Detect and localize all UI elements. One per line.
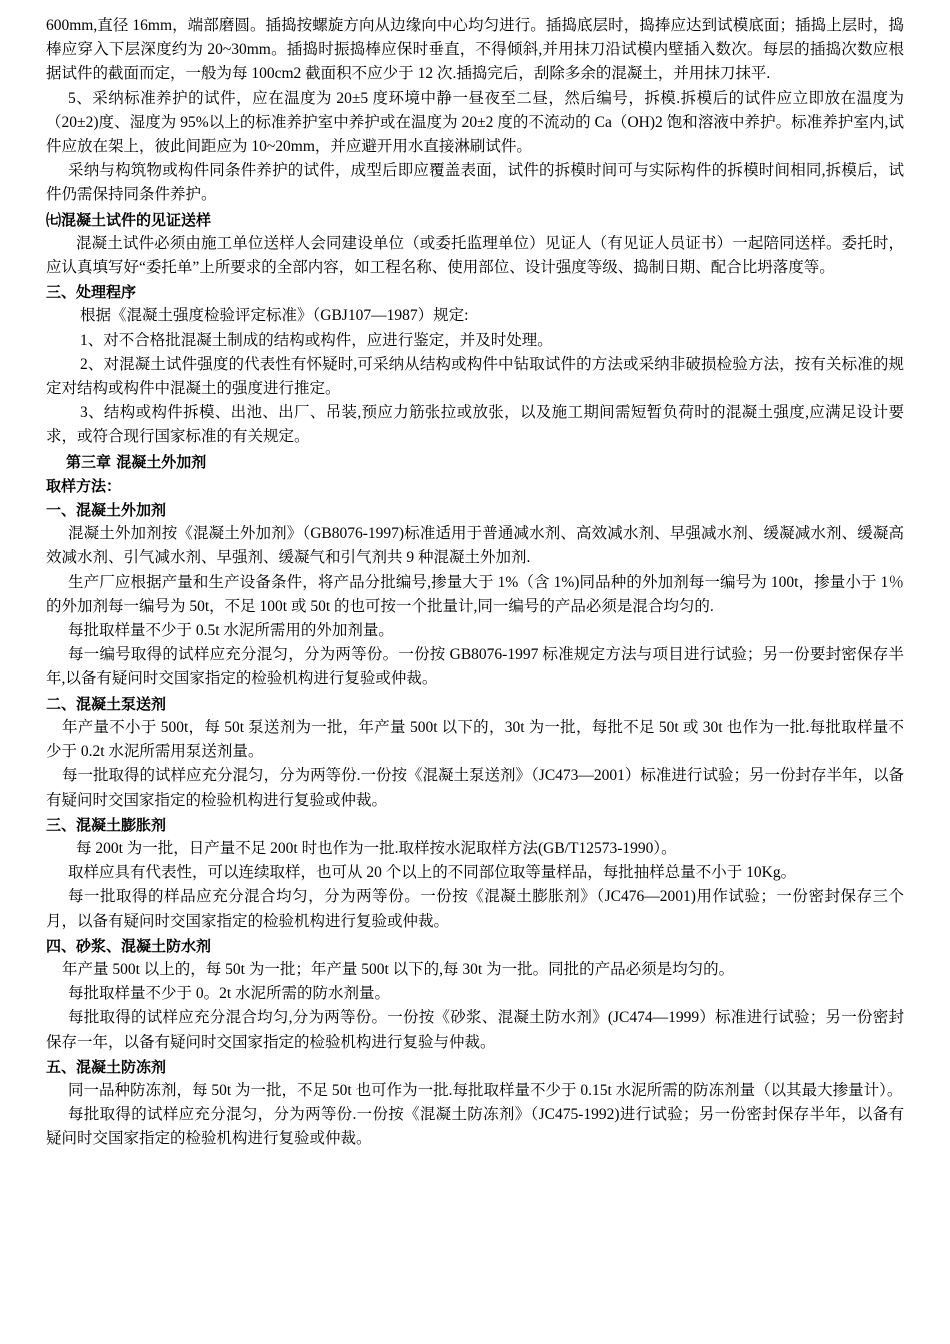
paragraph-standard-curing: 5、采纳标准养护的试件，应在温度为 20±5 度环境中静一昼夜至二昼，然后编号，拆模.拆模后的试件应立即放在温度为（20±2)度、湿度为 95%以上的标准养护室中养护或在温度为 20±2 度的不流动的 Ca（OH)2 饱和溶液中养护。标准养护室内,试件应放在架上，彼此间距应为 10~20mm，并应避开用水直接淋刷试件。 [46,89,904,156]
paragraph-procedure-3: 3、结构或构件拆模、出池、出厂、吊装,预应力筋张拉或放张，以及施工期间需短暂负荷时的混凝土强度,应满足设计要求，或符合现行国家标准的有关规定。 [46,404,904,446]
paragraph-procedure-2: 2、对混凝土试件强度的代表性有怀疑时,可采纳从结构或构件中钻取试件的方法或采纳非破损检验方法，按有关标准的规定对结构或构件中混凝土的强度进行推定。 [46,355,904,398]
paragraph-pumping-split: 每一批取得的试样应充分混匀，分为两等份.一份按《混凝土泵送剂》（JC473—2001）标准进行试验；另一份封存半年，以备有疑问时交国家指定的检验机构进行复验或仲裁。 [46,767,904,809]
paragraph-same-condition-curing: 采纳与构筑物或构件同条件养护的试件，成型后即应覆盖表面，试件的拆模时间可与实际构件的拆模时间相同,拆模后，试件仍需保持同条件养护。 [46,162,904,204]
heading-expansive-agent: 三、混凝土膨胀剂 [46,815,167,834]
paragraph-pumping-batching: 年产量不小于 500t，每 50t 泵送剂为一批，年产量 500t 以下的，30t 为一批，每批不足 50t 或 30t 也作为一批.每批取样量不少于 0.2t 水泥所需用泵送剂量。 [46,718,904,761]
paragraph-waterproofing-batching: 年产量 500t 以上的，每 50t 为一批；年产量 500t 以下的,每 30t 为一批。同批的产品必须是均匀的。 [62,960,735,978]
chapter-title: 第三章 混凝土外加剂 [66,452,207,471]
heading-sampling-method: 取样方法： [46,476,122,495]
paragraph-antifreeze-split: 每批取得的试样应充分混匀，分为两等份.一份按《混凝土防冻剂》（JC475-1992)进行试验；另一份密封保存半年，以备有疑问时交国家指定的检验机构进行复验或仲裁。 [46,1106,904,1148]
paragraph-expansive-sampling: 取样应具有代表性，可以连续取样，也可从 20 个以上的不同部位取等量样品，每批抽样总量不小于 10Kg。 [68,864,797,882]
heading-pumping-agent: 二、混凝土泵送剂 [46,694,167,713]
heading-admixture: 一、混凝土外加剂 [46,501,167,520]
paragraph-rodding-method: 600mm,直径 16mm，端部磨圆。插捣按螺旋方向从边缘向中心均匀进行。插捣底层时，捣捧应达到试模底面；插捣上层时，捣棒应穿入下层深度约为 20~30mm。插捣时振捣棒应保时垂直，不得倾斜,并用抹刀沿试模内壁插入数次。每层的插捣次数应根据试件的截面而定，一般为每 100cm2 截面积不应少于 12 次.插捣完后，刮除多余的混凝土，并用抹刀抹平. [46,17,904,83]
heading-antifreeze-agent: 五、混凝土防冻剂 [46,1057,167,1076]
paragraph-admixture-standard: 混凝土外加剂按《混凝土外加剂》（GB8076-1997)标准适用于普通减水剂、高效减水剂、早强减水剂、缓凝减水剂、缓凝高效减水剂、引气减水剂、早强剂、缓凝气和引气剂共 9 种混凝土外加剂. [46,525,904,567]
paragraph-waterproofing-sample-amount: 每批取样量不少于 0。2t 水泥所需的防水剂量。 [68,985,391,1003]
heading-witness-sampling: ㈦混凝土试件的见证送样 [46,210,212,229]
paragraph-waterproofing-split: 每批取得的试样应充分混合均匀,分为两等份。一份按《砂浆、混凝土防水剂》(JC474—1999）标准进行试验；另一份密封保存一年，以备有疑问时交国家指定的检验机构进行复验与仲裁。 [46,1009,904,1051]
paragraph-expansive-split: 每一批取得的样品应充分混合均匀，分为两等份。一份按《混凝土膨胀剂》（JC476—2001)用作试验；一份密封保存三个月，以备有疑问时交国家指定的检验机构进行复验或仲裁。 [46,888,904,930]
paragraph-admixture-batching: 生产厂应根据产量和生产设备条件，将产品分批编号,掺量大于 1%（含 1%)同品种的外加剂每一编号为 100t，掺量小于 1％的外加剂每一编号为 50t，不足 100t 或 50t 的也可按一个批量计,同一编号的产品必须是混合均匀的. [46,573,904,615]
paragraph-procedure-1: 1、对不合格批混凝土制成的结构或构件，应进行鉴定，并及时处理。 [80,331,553,349]
paragraph-expansive-batching: 每 200t 为一批，日产量不足 200t 时也作为一批.取样按水泥取样方法(GB/T12573-1990）。 [76,839,677,857]
heading-waterproofing-agent: 四、砂浆、混凝土防水剂 [46,936,212,955]
paragraph-admixture-sample-amount: 每批取样量不少于 0.5t 水泥所需用的外加剂量。 [68,622,394,640]
paragraph-standard-reference: 根据《混凝土强度检验评定标准》（GBJ107—1987）规定: [80,307,469,325]
paragraph-admixture-split: 每一编号取得的试样应充分混匀，分为两等份。一份按 GB8076-1997 标准规定方法与项目进行试验；另一份要封密保存半年,以备有疑问时交国家指定的检验机构进行复验或仲裁。 [46,646,904,688]
paragraph-antifreeze-batching: 同一品种防冻剂，每 50t 为一批，不足 50t 也可作为一批.每批取样量不少于 0.15t 水泥所需的防冻剂量（以其最大掺量计）。 [68,1081,903,1099]
paragraph-witness-sampling: 混凝土试件必须由施工单位送样人会同建设单位（或委托监理单位）见证人（有见证人员证书）一起陪同送样。委托时，应认真填写好“委托单”上所要求的全部内容，如工程名称、使用部位、设计强度等级、捣制日期、配合比坍落度等。 [46,234,904,277]
heading-handling-procedure: 三、处理程序 [46,283,137,302]
